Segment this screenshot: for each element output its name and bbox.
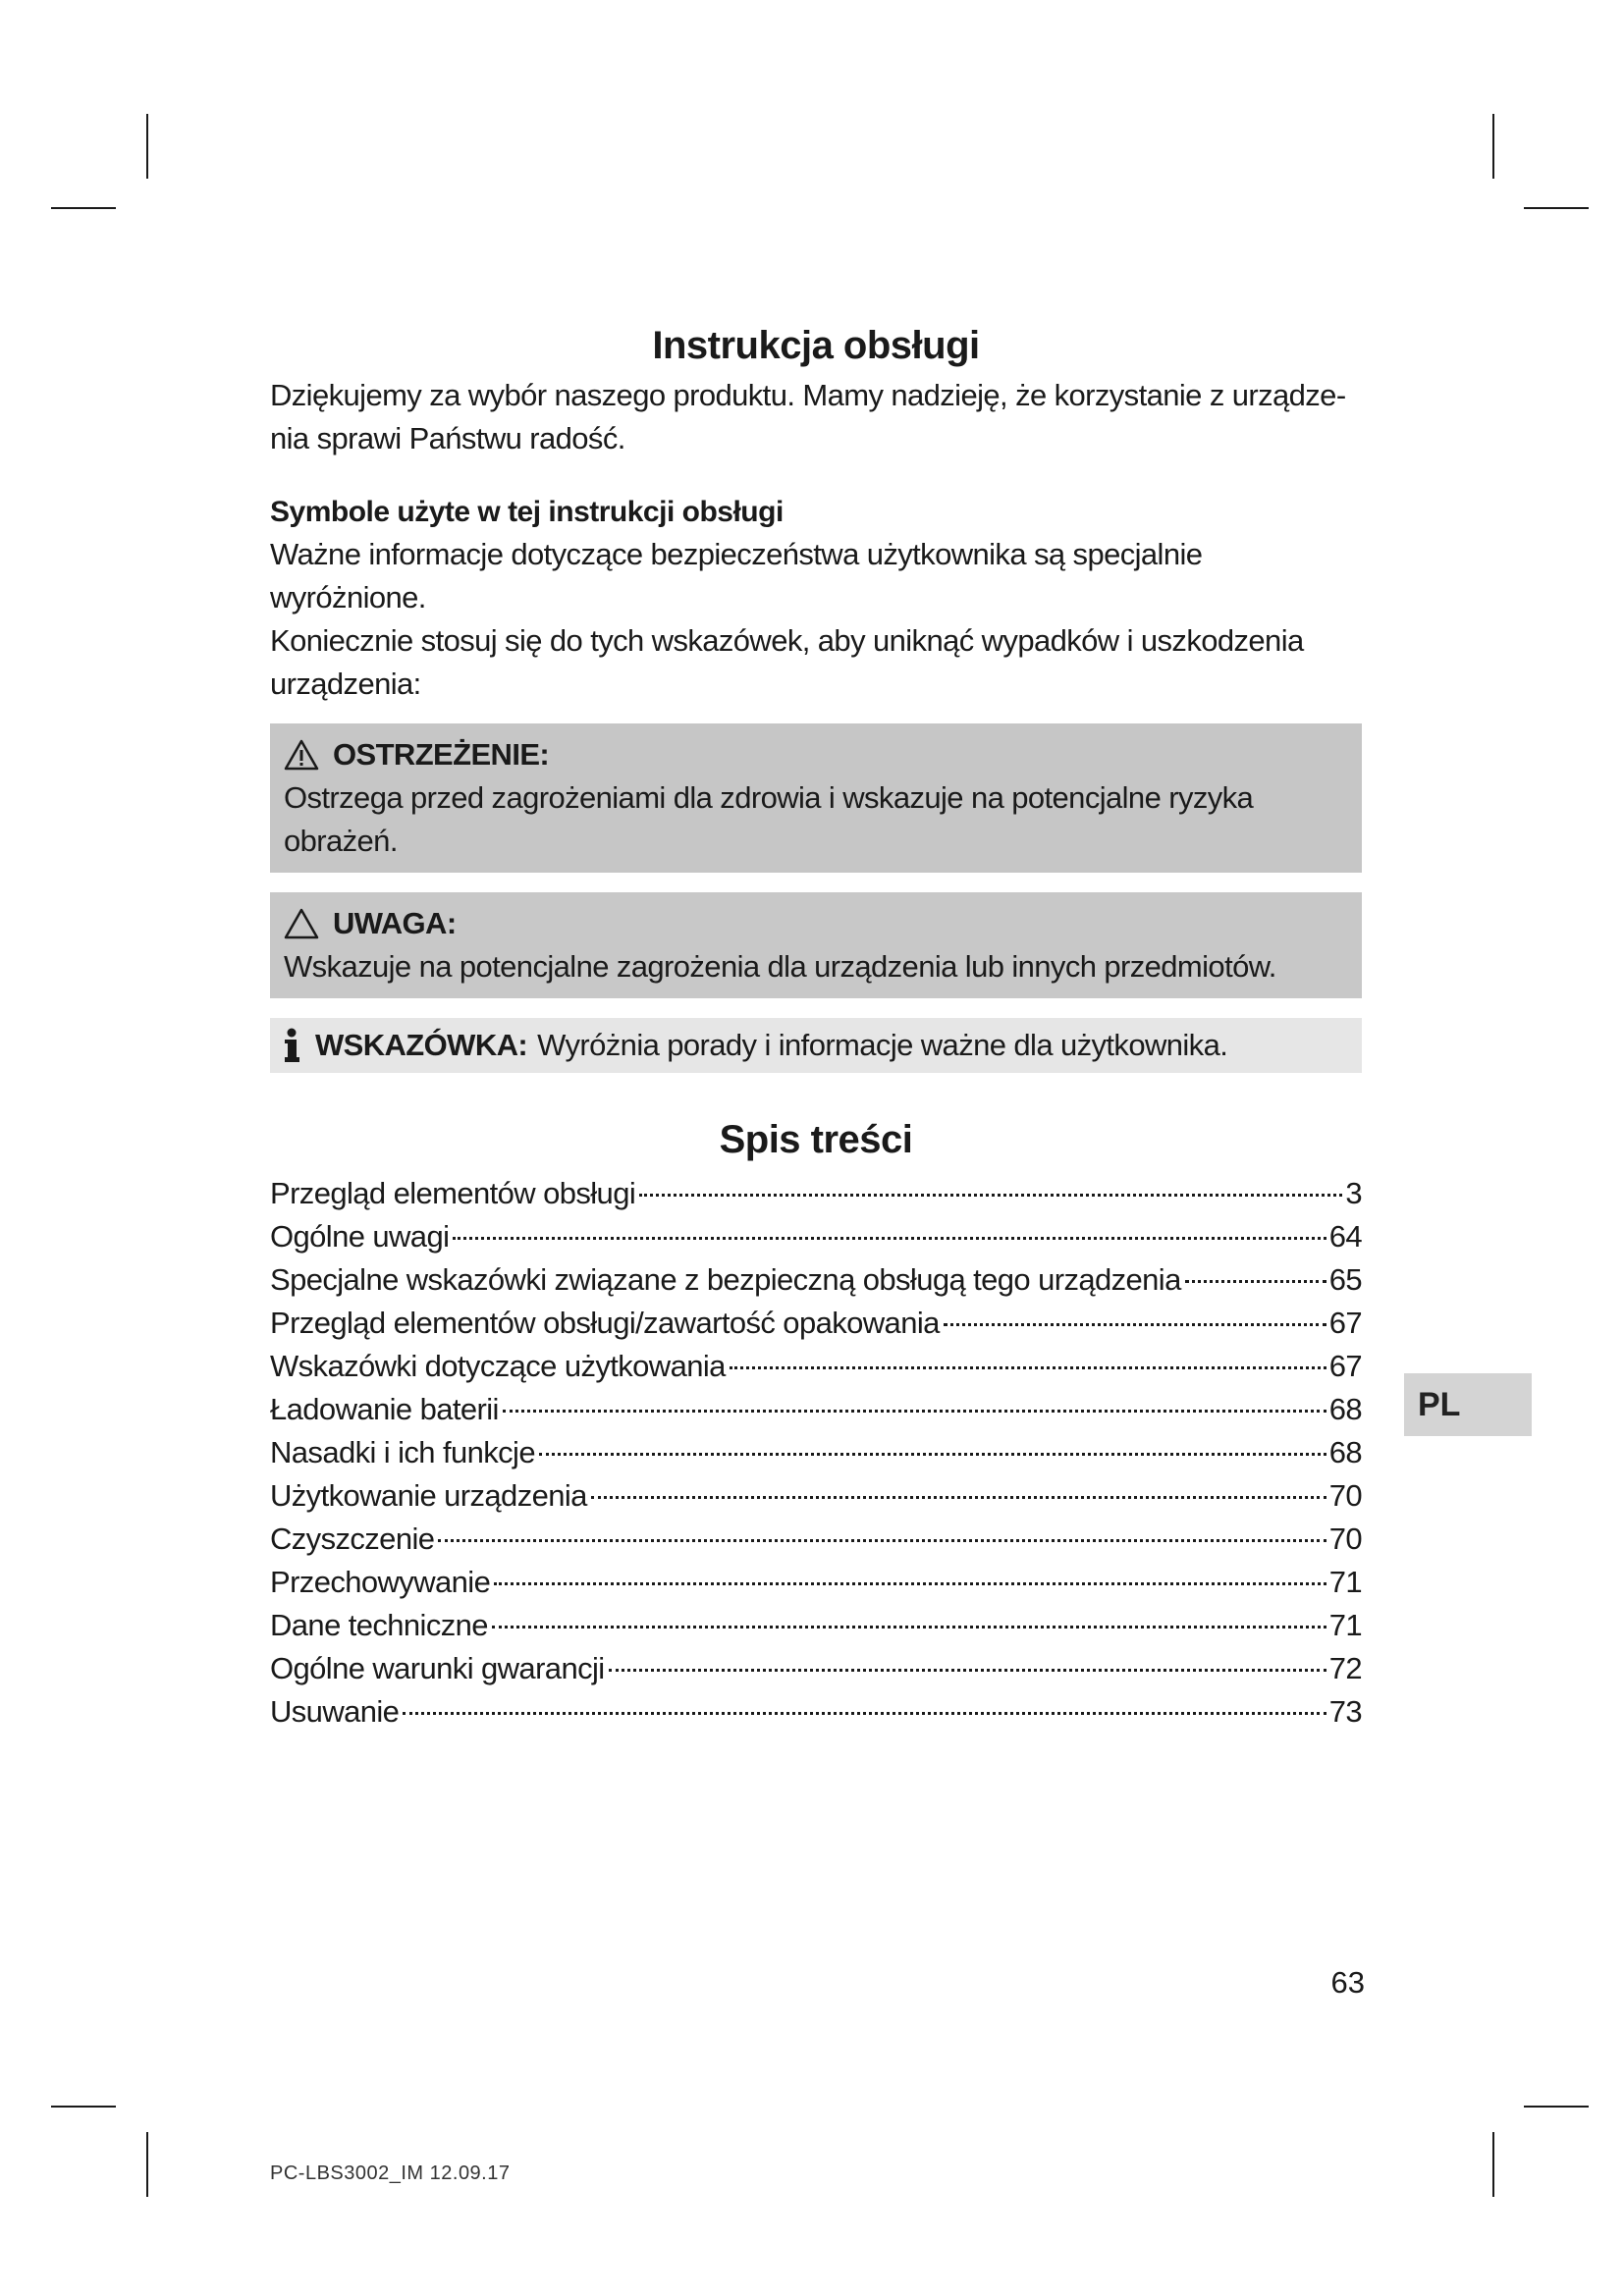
toc-item-page: 70 <box>1328 1522 1362 1556</box>
symbols-line-1: Ważne informacje dotyczące bezpieczeństwa użytkownika są specjalnie wyróżnione. <box>270 537 1203 614</box>
warning-line-1: Ostrzega przed zagrożeniami dla zdrowia i wskazuje na potencjalne ryzyka <box>284 780 1254 815</box>
toc-dot-leader <box>639 1194 1342 1197</box>
toc-item[interactable] <box>270 1647 1362 1690</box>
toc-item[interactable] <box>270 1172 1362 1215</box>
toc-item-text: Ogólne uwagi <box>270 1219 450 1254</box>
toc-item-page: 65 <box>1328 1262 1362 1297</box>
toc-list <box>270 1172 1362 1734</box>
toc-title: Spis treści <box>719 1118 913 1161</box>
hint-row <box>282 1024 1350 1067</box>
hint-label: WSKAZÓWKA: <box>315 1028 528 1062</box>
info-icon <box>282 1028 301 1063</box>
toc-dot-leader <box>494 1582 1326 1585</box>
crop-mark-bottom-right-vertical <box>1492 2132 1494 2197</box>
toc-item-page: 68 <box>1328 1392 1362 1426</box>
hint-box <box>270 1018 1362 1073</box>
toc-item[interactable] <box>270 1302 1362 1345</box>
crop-mark-bottom-left-horizontal <box>51 2106 116 2108</box>
toc-item-page: 3 <box>1345 1176 1362 1210</box>
warning-box <box>270 723 1362 873</box>
toc-item-page: 72 <box>1328 1651 1362 1685</box>
symbols-heading: Symbole użyte w tej instrukcji obsługi <box>270 496 784 528</box>
caution-box <box>270 892 1362 998</box>
caution-triangle-icon <box>284 908 319 939</box>
toc-item-text: Użytkowanie urządzenia <box>270 1478 587 1513</box>
toc-item-text: Ogólne warunki gwarancji <box>270 1651 605 1685</box>
page-title: Instrukcja obsługi <box>652 324 980 367</box>
toc-item[interactable] <box>270 1690 1362 1734</box>
caution-text: Wskazuje na potencjalne zagrożenia dla urządzenia lub innych przedmiotów. <box>284 949 1276 984</box>
toc-dot-leader <box>591 1496 1326 1499</box>
toc-item-page: 70 <box>1328 1478 1362 1513</box>
toc-item-page: 64 <box>1328 1219 1362 1254</box>
toc-item[interactable] <box>270 1604 1362 1647</box>
symbols-line-2: Koniecznie stosuj się do tych wskazówek, aby uniknąć wypadków i uszkodzenia <box>270 623 1304 658</box>
warning-line-2: obrażeń. <box>284 824 398 858</box>
toc-dot-leader <box>730 1366 1326 1369</box>
toc-item-text: Ładowanie baterii <box>270 1392 499 1426</box>
toc-item[interactable] <box>270 1388 1362 1431</box>
toc-dot-leader <box>403 1712 1326 1715</box>
toc-dot-leader <box>453 1237 1326 1240</box>
toc-item[interactable] <box>270 1561 1362 1604</box>
caution-label: UWAGA: <box>333 906 457 940</box>
page-number: 63 <box>1330 1965 1365 2000</box>
toc-dot-leader <box>492 1626 1326 1629</box>
crop-mark-top-left-horizontal <box>51 207 116 209</box>
crop-mark-top-right-vertical <box>1492 114 1494 179</box>
toc-item-page: 68 <box>1328 1435 1362 1469</box>
toc-item-page: 67 <box>1328 1349 1362 1383</box>
crop-mark-top-right-horizontal <box>1524 207 1589 209</box>
warning-triangle-icon <box>284 739 319 771</box>
toc-item-text: Czyszczenie <box>270 1522 435 1556</box>
toc-item-page: 73 <box>1328 1694 1362 1729</box>
intro-line-2: nia sprawi Państwu radość. <box>270 421 625 455</box>
symbols-line-3: urządzenia: <box>270 667 421 701</box>
toc-item-text: Dane techniczne <box>270 1608 488 1642</box>
toc-item[interactable] <box>270 1345 1362 1388</box>
warning-header <box>284 733 1348 776</box>
toc-item-text: Usuwanie <box>270 1694 400 1729</box>
toc-item[interactable] <box>270 1431 1362 1474</box>
page-content <box>270 324 1362 1734</box>
footer-document-code: PC-LBS3002_IM 12.09.17 <box>270 2163 511 2184</box>
toc-item-text: Przegląd elementów obsługi/zawartość opakowania <box>270 1306 940 1340</box>
toc-dot-leader <box>539 1453 1326 1456</box>
toc-item[interactable] <box>270 1258 1362 1302</box>
crop-mark-top-left-vertical <box>146 114 148 179</box>
toc-item-text: Przegląd elementów obsługi <box>270 1176 636 1210</box>
warning-label: OSTRZEŻENIE: <box>333 737 550 772</box>
toc-item-text: Przechowywanie <box>270 1565 491 1599</box>
crop-mark-bottom-left-vertical <box>146 2132 148 2197</box>
toc-item-text: Nasadki i ich funkcje <box>270 1435 535 1469</box>
toc-dot-leader <box>944 1323 1326 1326</box>
intro-line-1: Dziękujemy za wybór naszego produktu. Mamy nadzieję, że korzystanie z urządze- <box>270 378 1346 412</box>
toc-item[interactable] <box>270 1474 1362 1518</box>
hint-text: Wyróżnia porady i informacje ważne dla użytkownika. <box>537 1028 1228 1062</box>
toc-dot-leader <box>609 1669 1326 1672</box>
crop-mark-bottom-right-horizontal <box>1524 2106 1589 2108</box>
toc-item-page: 71 <box>1328 1565 1362 1599</box>
toc-dot-leader <box>503 1410 1326 1413</box>
toc-dot-leader <box>1185 1280 1326 1283</box>
toc-item[interactable] <box>270 1518 1362 1561</box>
toc-item-text: Specjalne wskazówki związane z bezpieczną obsługą tego urządzenia <box>270 1262 1181 1297</box>
toc-item-page: 71 <box>1328 1608 1362 1642</box>
toc-item[interactable] <box>270 1215 1362 1258</box>
toc-item-page: 67 <box>1328 1306 1362 1340</box>
caution-header <box>284 902 1348 945</box>
toc-dot-leader <box>438 1539 1326 1542</box>
language-tab: PL <box>1404 1373 1532 1436</box>
toc-item-text: Wskazówki dotyczące użytkowania <box>270 1349 726 1383</box>
